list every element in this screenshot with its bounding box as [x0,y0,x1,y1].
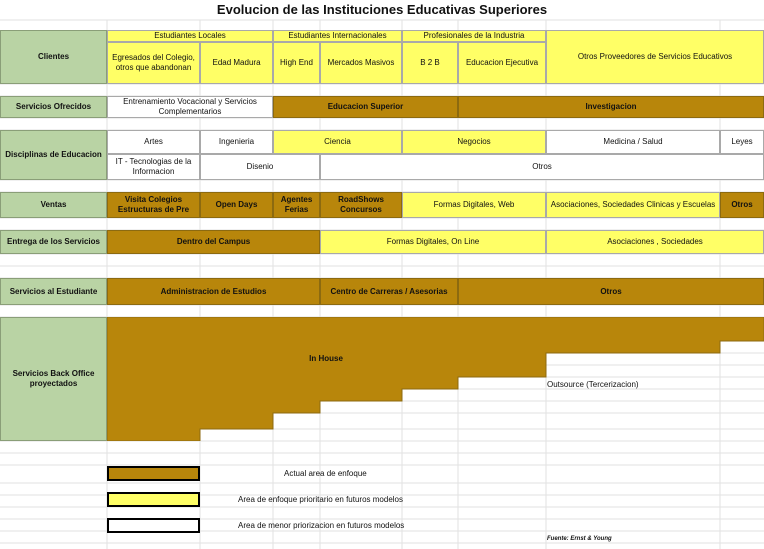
cell-b2b: B 2 B [402,42,458,84]
row-label-entrega: Entrega de los Servicios [0,230,107,254]
cell-investigacion: Investigacion [458,96,764,118]
cell-agentes-ferias: Agentes Ferias [273,192,320,218]
source-note: Fuente: Ernst & Young [547,536,612,542]
row-label-ventas: Ventas [0,192,107,218]
cell-medicina: Medicina / Salud [546,130,720,154]
row-label-backoffice: Servicios Back Office proyectados [0,317,107,441]
cell-educacion-superior: Educacion Superior [273,96,458,118]
cell-administracion-estudios: Administracion de Estudios [107,278,320,305]
group-estudiantes-locales: Estudiantes Locales [107,30,273,42]
cell-asociaciones-clinicas: Asociaciones, Sociedades Clinicas y Escuelas [546,192,720,218]
cell-artes: Artes [107,130,200,154]
row-label-servicios: Servicios Ofrecidos [0,96,107,118]
cell-ventas-otros: Otros [720,192,764,218]
cell-it: IT - Tecnologias de la Informacion [107,154,200,180]
inhouse-area [107,317,764,441]
cell-egresados: Egresados del Colegio, otros que abandonan [107,42,200,84]
cell-leyes: Leyes [720,130,764,154]
label-in-house: In House [309,354,343,363]
cell-otros-proveedores: Otros Proveedores de Servicios Educativos [546,30,764,84]
inhouse-outsource-staircase [107,317,764,441]
label-outsource: Outsource (Tercerizacion) [547,380,639,389]
cell-open-days: Open Days [200,192,273,218]
row-label-disciplinas: Disciplinas de Educacion [0,130,107,180]
legend-swatch-prioritario [107,492,200,507]
cell-negocios: Negocios [402,130,546,154]
group-estudiantes-internacionales: Estudiantes Internacionales [273,30,402,42]
cell-disenio: Disenio [200,154,320,180]
cell-high-end: High End [273,42,320,84]
cell-visita-colegios: Visita Colegios Estructuras de Pre [107,192,200,218]
cell-disciplinas-otros: Otros [320,154,764,180]
group-profesionales-industria: Profesionales de la Industria [402,30,546,42]
cell-asociaciones-sociedades: Asociaciones , Sociedades [546,230,764,254]
row-label-clientes: Clientes [0,30,107,84]
cell-ciencia: Ciencia [273,130,402,154]
cell-centro-carreras: Centro de Carreras / Asesorias [320,278,458,305]
cell-estudiante-otros: Otros [458,278,764,305]
cell-ingenieria: Ingenieria [200,130,273,154]
row-label-estudiante: Servicios al Estudiante [0,278,107,305]
legend-label-prioritario: Area de enfoque prioritario en futuros modelos [238,495,403,504]
legend-swatch-menor [107,518,200,533]
cell-edad-madura: Edad Madura [200,42,273,84]
legend-swatch-actual [107,466,200,481]
legend-label-actual: Actual area de enfoque [284,469,367,478]
cell-mercados-masivos: Mercados Masivos [320,42,402,84]
cell-formas-digitales-web: Formas Digitales, Web [402,192,546,218]
cell-educacion-ejecutiva: Educacion Ejecutiva [458,42,546,84]
cell-formas-digitales-online: Formas Digitales, On Line [320,230,546,254]
legend-label-menor: Area de menor priorizacion en futuros modelos [238,521,405,530]
page-title: Evolucion de las Instituciones Educativas Superiores [216,2,548,17]
cell-roadshows: RoadShows Concursos [320,192,402,218]
cell-entrenamiento: Entrenamiento Vocacional y Servicios Complementarios [107,96,273,118]
cell-dentro-campus: Dentro del Campus [107,230,320,254]
